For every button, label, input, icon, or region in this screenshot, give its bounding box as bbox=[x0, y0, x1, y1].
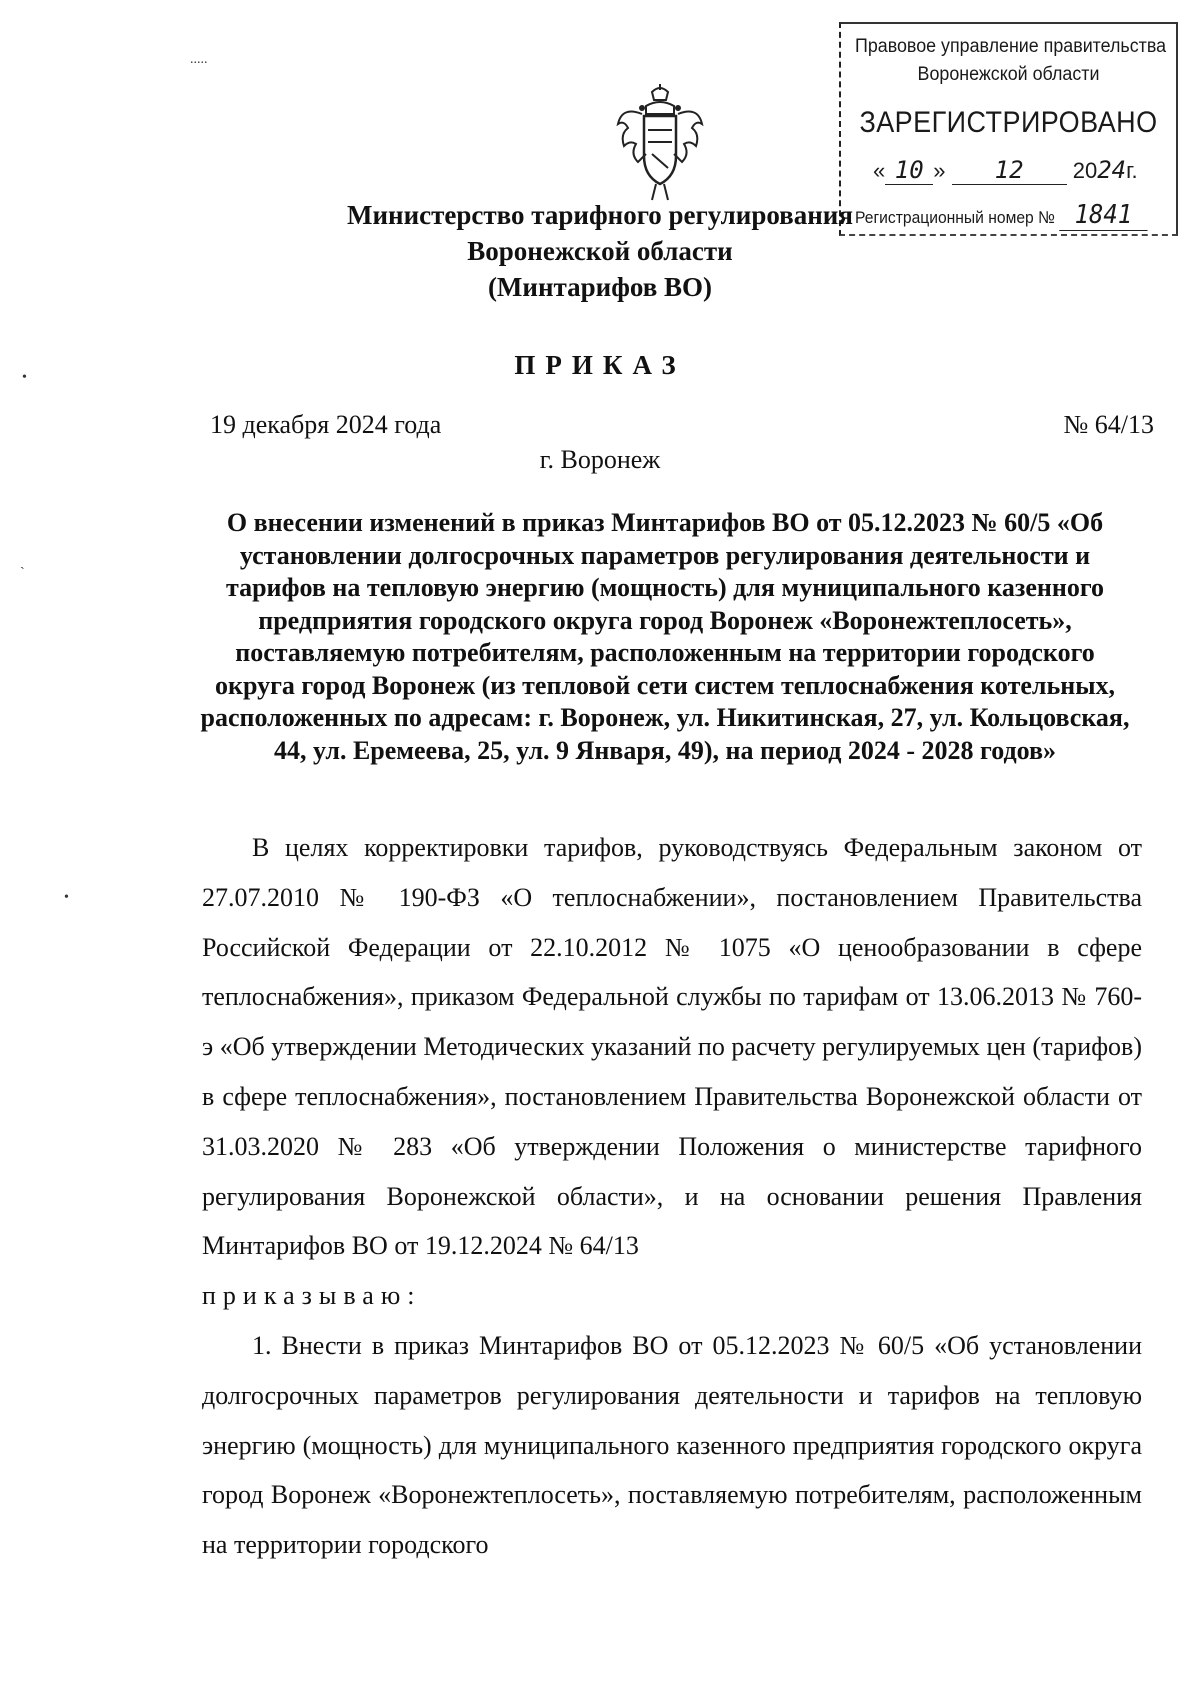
stamp-date: « 10 » 12 2024г. bbox=[873, 156, 1138, 184]
document-number: № 64/13 bbox=[1063, 410, 1154, 439]
stamp-status: ЗАРЕГИСТРИРОВАНО bbox=[859, 106, 1158, 139]
order-word: приказываю: bbox=[202, 1281, 422, 1311]
stamp-day: 10 bbox=[885, 156, 933, 185]
document-type: ПРИКАЗ bbox=[514, 350, 686, 380]
stamp-year-suffix: 24 bbox=[1097, 156, 1127, 184]
stamp-region: Воронежской области bbox=[917, 64, 1100, 85]
document-title: О внесении изменений в приказ Минтарифов ВО от 05.12.2023 № 60/5 «Об установлении долгосрочных параметров регулирования деятельности и тарифов на тепловую энергию (мощность) для муниципального казенного предприятия городского округа город Воронеж «Воронежтеплосеть», поставляемую потребителям, расположенным на территории городского округа город Воронеж (из тепловой сети систем теплоснабжения котельных, расположенных по адресам: г. Воронеж, ул. Никитинская, 27, ул. Кольцовская, 44, ул. Еремеева, 25, ул. 9 Января, 49), на период 2024 - 2028 годов» bbox=[200, 508, 1130, 765]
stamp-year-tail: г. bbox=[1126, 158, 1138, 183]
stamp-number-label: Регистрационный номер № bbox=[855, 208, 1055, 227]
scan-speck: • bbox=[22, 370, 27, 385]
scan-speck: • bbox=[64, 890, 69, 905]
ministry-name: Министерство тарифного регулирования bbox=[347, 200, 853, 230]
stamp-month: 12 bbox=[952, 156, 1067, 185]
scan-speck: ..... bbox=[190, 52, 208, 67]
ministry-region: Воронежской области bbox=[467, 236, 733, 266]
item-1-paragraph: 1. Внести в приказ Минтарифов ВО от 05.12.2023 № 60/5 «Об установлении долгосрочных параметров регулирования деятельности и тарифов на тепловую энергию (мощность) для муниципального казенного предприятия городского округа город Воронеж «Воронежтеплосеть», поставляемую потребителям, расположенным на территории городского bbox=[202, 1330, 1142, 1560]
preamble-paragraph: В целях корректировки тарифов, руководствуясь Федеральным законом от 27.07.2010 № 190-ФЗ «О теплоснабжении», постановлением Правительства Российской Федерации от 22.10.2012 № 1075 «О ценообразовании в сфере теплоснабжения», приказом Федеральной службы по тарифам от 13.06.2013 № 760-э «Об утверждении Методических указаний по расчету регулируемых цен (тарифов) в сфере теплоснабжения», постановлением Правительства Воронежской области от 31.03.2020 № 283 «Об утверждении Положения о министерстве тарифного регулирования Воронежской области», и на основании решения Правления Минтарифов ВО от 19.12.2024 № 64/13 bbox=[202, 833, 1142, 1261]
document-city: г. Воронеж bbox=[539, 445, 661, 474]
stamp-issuer: Правовое управление правительства bbox=[855, 36, 1167, 57]
document-body bbox=[202, 823, 1142, 1570]
scan-speck: ˏ bbox=[20, 555, 25, 570]
coat-of-arms-icon bbox=[612, 84, 708, 202]
document-date: 19 декабря 2024 года bbox=[210, 410, 442, 439]
stamp-year-prefix: 20 bbox=[1072, 158, 1098, 183]
stamp-number-value: 1841 bbox=[1059, 200, 1147, 231]
ministry-short-name: (Минтарифов ВО) bbox=[487, 272, 713, 302]
